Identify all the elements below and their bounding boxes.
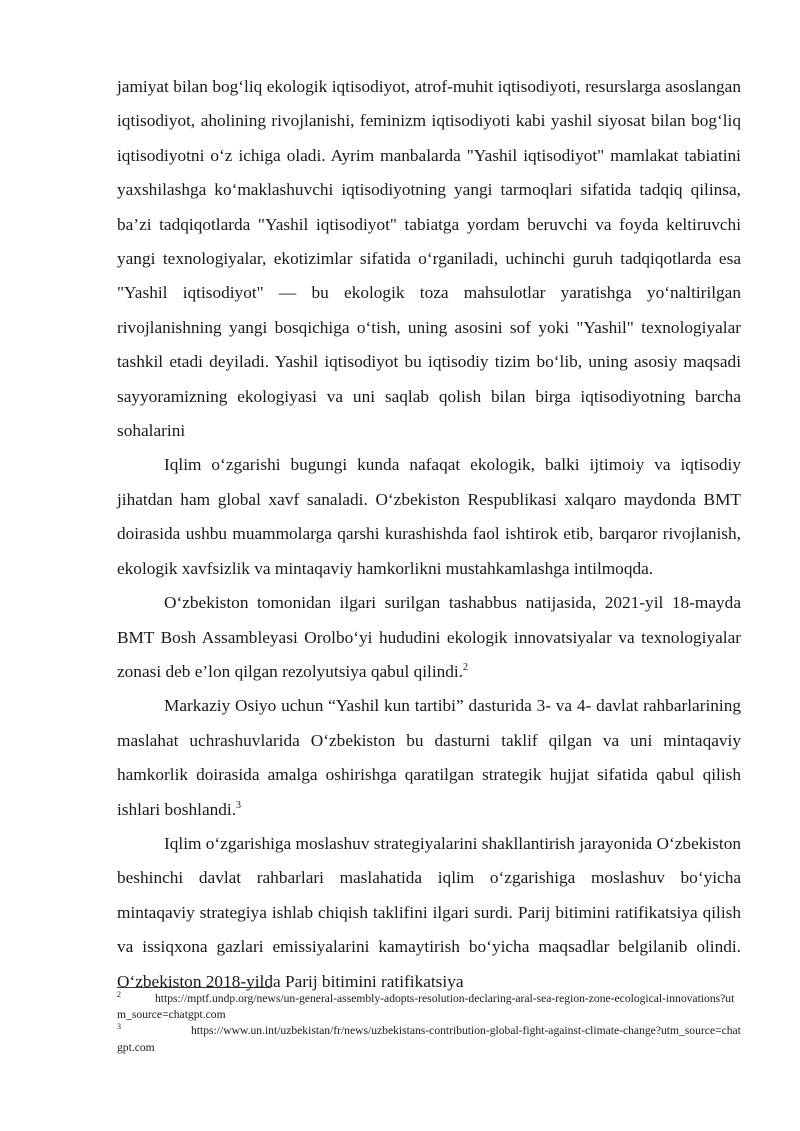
- footnote-3: [117, 1023, 741, 1055]
- footnote-link[interactable]: https://mptf.undp.org/news/un-general-assembly-adopts-resolution-declaring-aral-sea-region-zone-ecological-innovations?utm_source=chatgpt.com: [117, 992, 735, 1022]
- footnote-separator: [117, 987, 271, 988]
- paragraph-adaptation-strategy: [117, 827, 741, 999]
- paragraph-aral-sea-resolution: [117, 586, 741, 689]
- footnotes: [117, 991, 741, 1056]
- paragraph-text: O‘zbekiston tomonidan ilgari surilgan tashabbus natijasida, 2021-yil 18-mayda BMT Bosh Assambleyasi Orolbo‘yi hududini ekologik innovatsiyalar va texnologiyalar zonasi deb e’lon qilgan rezolyutsiya qabul qilindi.: [117, 593, 741, 681]
- footnote-ref-3[interactable]: 3: [236, 799, 242, 811]
- paragraph-green-agenda: [117, 689, 741, 827]
- footnote-number: 2: [117, 990, 121, 1000]
- paragraph-green-economy: [117, 70, 741, 448]
- paragraph-text: Markaziy Osiyo uchun “Yashil kun tartibi” dasturida 3- va 4- davlat rahbarlarining maslahat uchrashuvlarida O‘zbekiston bu dasturni taklif qilgan va uni mintaqaviy hamkorlik doirasida amalga oshirishga qaratilgan strategik hujjat sifatida qabul qilish ishlari boshlandi.: [117, 696, 741, 819]
- footnote-2: [117, 991, 741, 1023]
- footnote-number: 3: [117, 1022, 121, 1032]
- document-body: [117, 70, 741, 999]
- paragraph-text: Iqlim o‘zgarishiga moslashuv strategiyalarini shakllantirish jarayonida O‘zbekiston beshinchi davlat rahbarlari maslahatida iqlim o‘zgarishiga moslashuv bo‘yicha mintaqaviy strategiya ishlab chiqish taklifini ilgari surdi. Parij bitimini ratifikatsiya qilish va issiqxona gazlari emissiyalarini kamaytirish bo‘yicha maqsadlar belgilanib olindi. O‘zbekiston 2018-yilda Parij bitimini ratifikatsiya: [117, 833, 741, 991]
- footnote-ref-2[interactable]: 2: [463, 662, 469, 674]
- paragraph-climate-change: [117, 448, 741, 586]
- footnote-link[interactable]: https://www.un.int/uzbekistan/fr/news/uzbekistans-contribution-global-fight-against-climate-change?utm_source=chatgpt.com: [117, 1024, 741, 1054]
- paragraph-text: Iqlim o‘zgarishi bugungi kunda nafaqat ekologik, balki ijtimoiy va iqtisodiy jihatdan ham global xavf sanaladi. O‘zbekiston Respublikasi xalqaro maydonda BMT doirasida ushbu muammolarga qarshi kurashishda faol ishtirok etib, barqaror rivojlanish, ekologik xavfsizlik va mintaqaviy hamkorlikni mustahkamlashga intilmoqda.: [117, 455, 741, 578]
- paragraph-text: jamiyat bilan bog‘liq ekologik iqtisodiyot, atrof-muhit iqtisodiyoti, resurslarga asoslangan iqtisodiyot, aholining rivojlanishi, feminizm iqtisodiyoti kabi yashil siyosat bilan bog‘liq iqtisodiyotni o‘z ichiga oladi. Ayrim manbalarda "Yashil iqtisodiyot" mamlakat tabiatini yaxshilashga ko‘maklashuvchi iqtisodiyotning yangi tarmoqlari sifatida tadqiq qilinsa, ba’zi tadqiqotlarda "Yashil iqtisodiyot" tabiatga yordam beruvchi va foyda keltiruvchi yangi texnologiyalar, ekotizimlar sifatida o‘rganiladi, uchinchi guruh tadqiqotlarda esa "Yashil iqtisodiyot" — bu ekologik toza mahsulotlar yaratishga yo‘naltirilgan rivojlanishning yangi bosqichiga o‘tish, uning asosini sof yoki "Yashil" texnologiyalar tashkil etadi deyiladi. Yashil iqtisodiyot bu iqtisodiy tizim bo‘lib, uning asosiy maqsadi sayyoramizning ekologiyasi va uni saqlab qolish bilan birga iqtisodiyotning barcha sohalarini: [117, 77, 741, 441]
